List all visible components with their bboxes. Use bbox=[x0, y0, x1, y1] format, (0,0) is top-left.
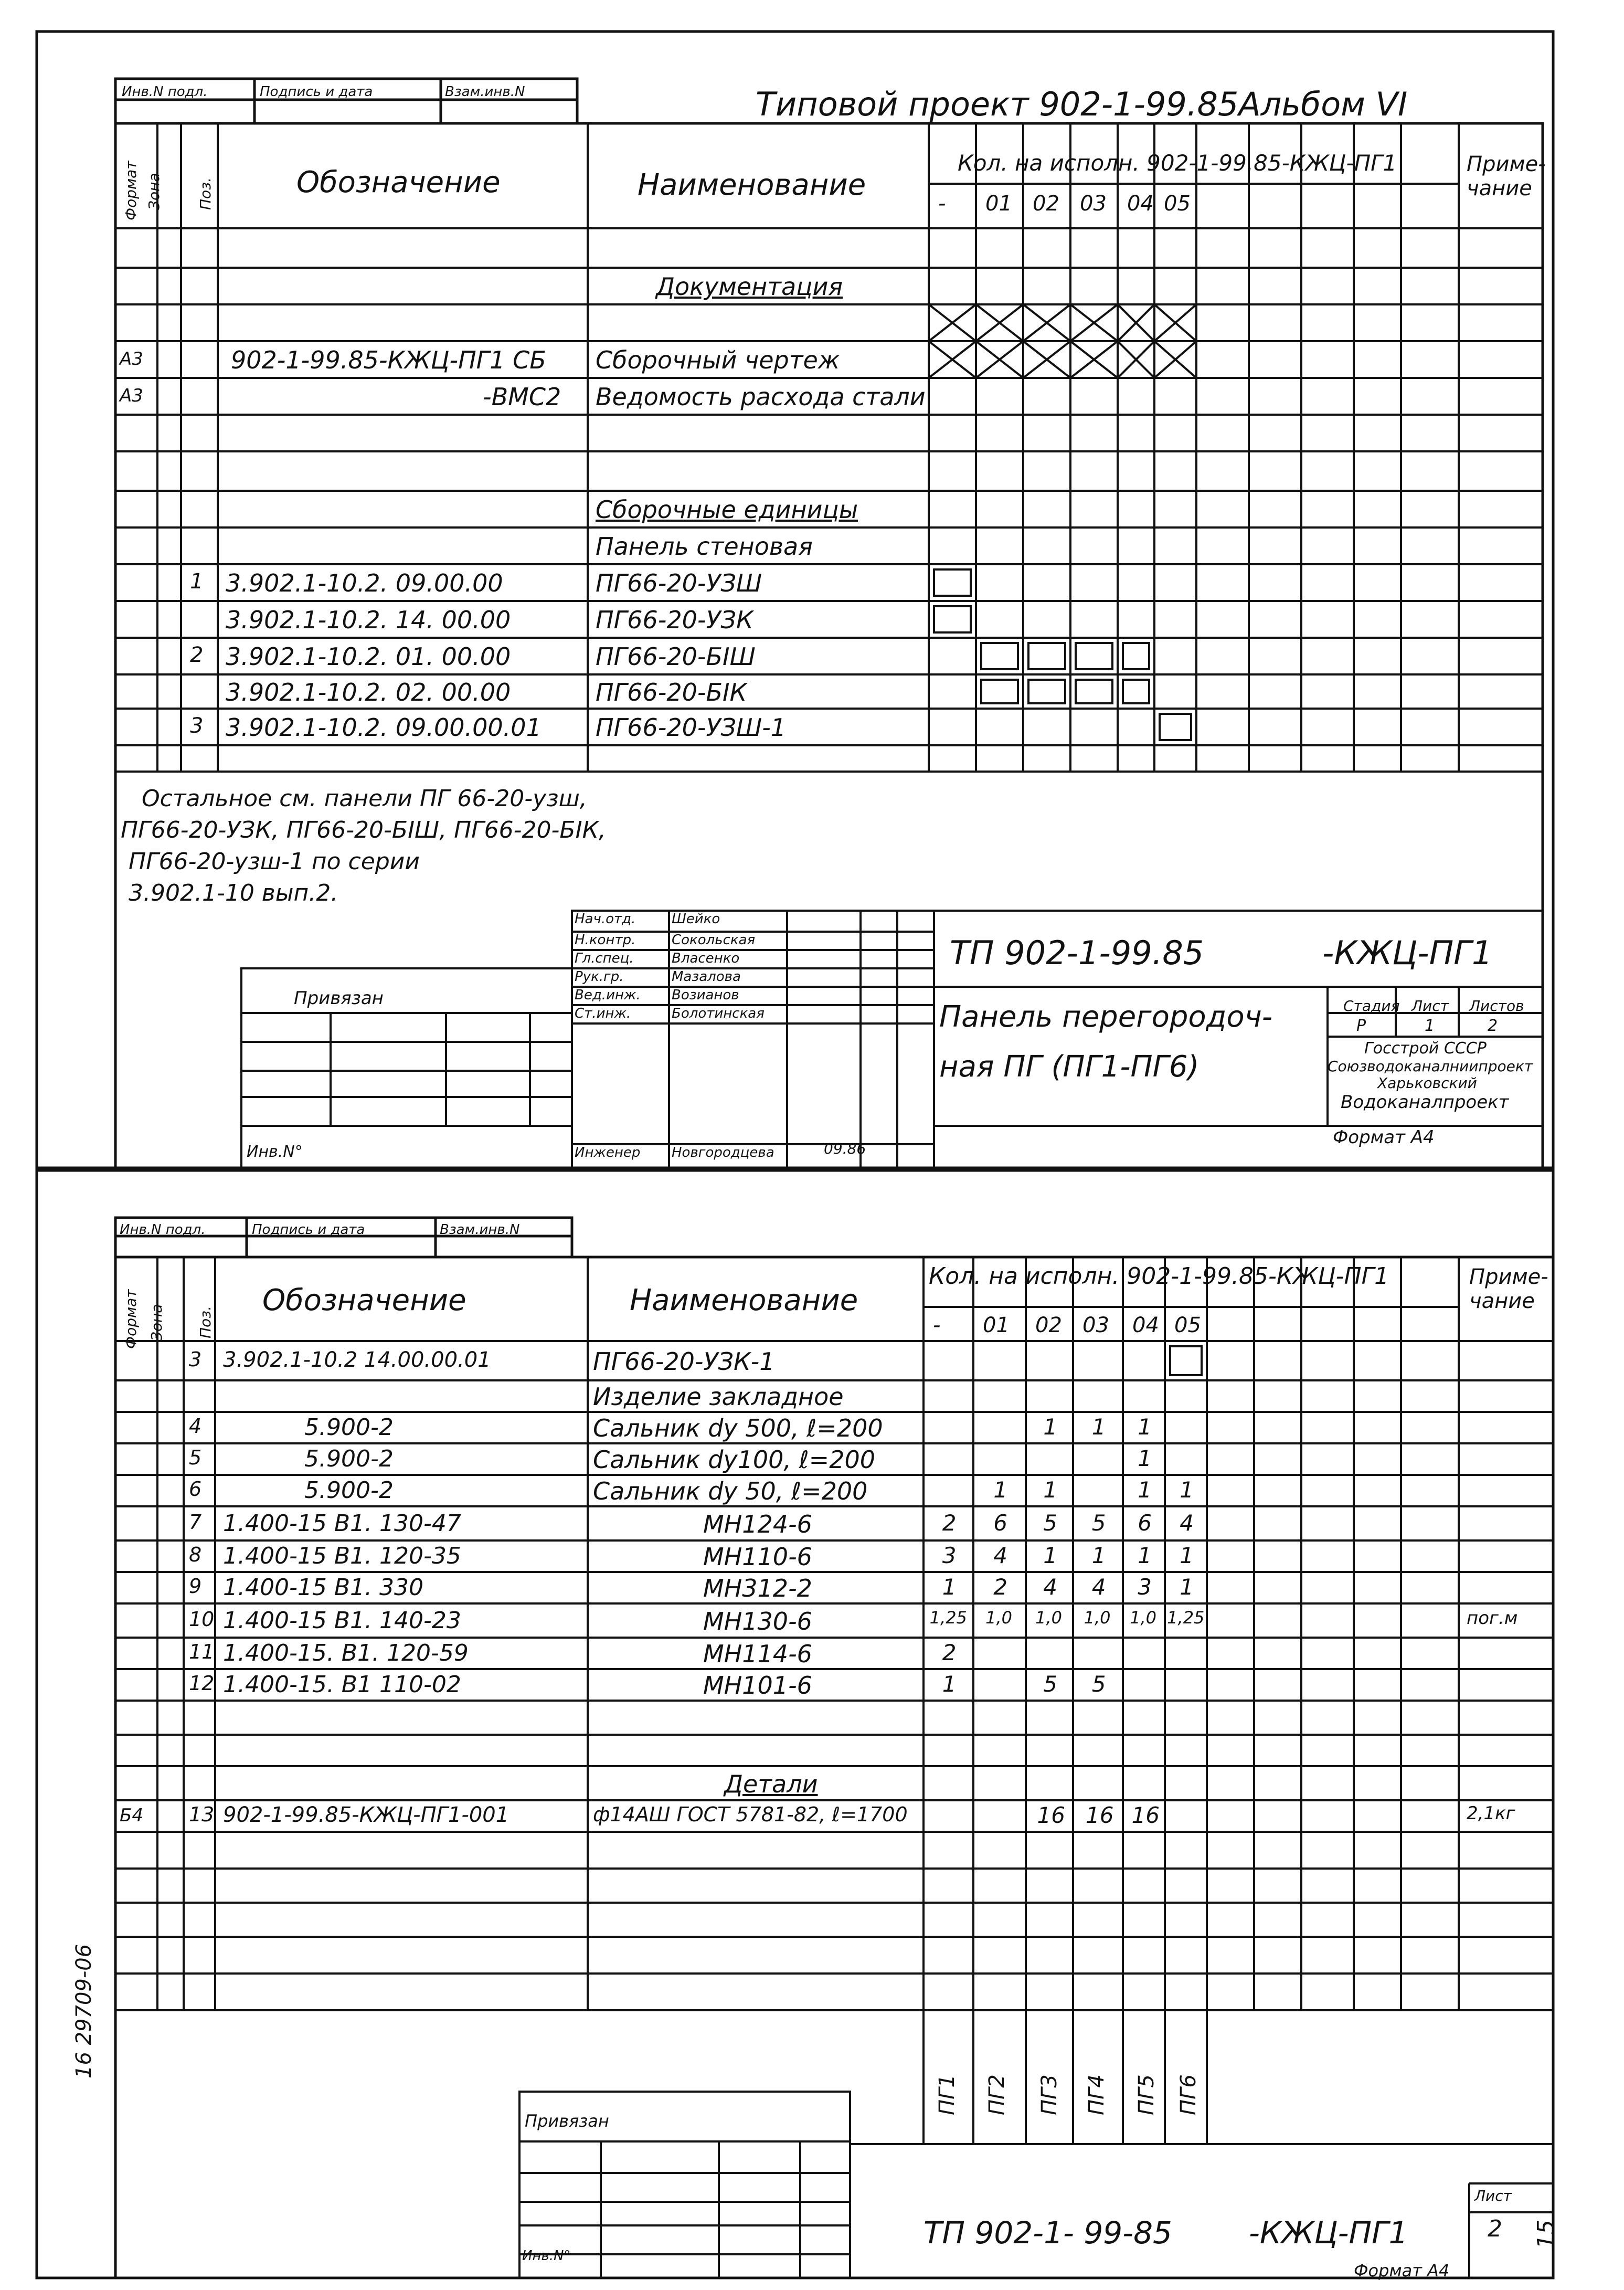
sheet2-header-pos: Поз. bbox=[197, 1306, 214, 1338]
footnote-line-3: ПГ66-20-узш-1 по серии bbox=[129, 848, 420, 875]
sheet2-row-pos: 11 bbox=[189, 1640, 215, 1663]
row-pos: 3 bbox=[190, 714, 204, 738]
empty-square-mark bbox=[934, 606, 971, 632]
signature-name: Сокольская bbox=[672, 932, 756, 948]
sheet1-inv-no: Инв.N° bbox=[247, 1143, 303, 1161]
sheet2-sheet-value: 2 bbox=[1488, 2215, 1502, 2242]
signature-role: Гл.спец. bbox=[575, 951, 634, 966]
sheet2-row-designation: 5.900-2 bbox=[304, 1445, 394, 1472]
quantity-cell: 5 bbox=[1043, 1671, 1057, 1697]
sheet2-row-format: Б4 bbox=[120, 1805, 143, 1826]
variant-label-rotated: ПГ1 bbox=[935, 2074, 959, 2115]
sheet2-row-pos: 3 bbox=[189, 1347, 202, 1371]
row-designation: 3.902.1-10.2. 02. 00.00 bbox=[226, 678, 511, 706]
quantity-cell: 1,25 bbox=[929, 1607, 967, 1628]
sheet2-row-pos: 5 bbox=[189, 1446, 202, 1469]
sheet2-row-designation: 1.400-15 В1. 140-23 bbox=[223, 1607, 461, 1634]
sheet2-header-zona: Зона bbox=[148, 1304, 165, 1341]
sheet2-header-designation: Обозначение bbox=[262, 1283, 466, 1317]
sheet2-row-pos: 8 bbox=[189, 1543, 202, 1566]
sheet2-row-pos: 6 bbox=[189, 1478, 202, 1501]
org-line-1: Госстрой СССР bbox=[1364, 1039, 1487, 1058]
footnote-line-1: Остальное см. панели ПГ 66-20-узш, bbox=[142, 785, 587, 812]
sheet2-row-designation: 5.900-2 bbox=[304, 1477, 394, 1504]
header-name: Наименование bbox=[638, 168, 866, 202]
section-heading: Документация bbox=[656, 272, 843, 301]
quantity-cell: 1 bbox=[1138, 1477, 1152, 1503]
signature-name: Возианов bbox=[672, 987, 739, 1003]
variant-header: - bbox=[938, 192, 946, 216]
footnote-line-4: 3.902.1-10 вып.2. bbox=[129, 880, 338, 906]
sheet2-row-pos: 7 bbox=[189, 1510, 202, 1534]
variant-header: 04 bbox=[1127, 192, 1154, 216]
quantity-cell: 1 bbox=[1180, 1574, 1194, 1600]
sheets-header: Листов bbox=[1469, 997, 1524, 1015]
sheet2-row-name: Сальник dy 500, ℓ=200 bbox=[593, 1414, 883, 1442]
sheet2-row-name: Сальник dy100, ℓ=200 bbox=[593, 1445, 876, 1474]
empty-square-mark bbox=[1123, 643, 1149, 669]
row-name: ПГ66-20-БIШ bbox=[596, 642, 756, 671]
sheet1-doc-suffix: -КЖЦ-ПГ1 bbox=[1322, 934, 1493, 972]
sheets-value: 2 bbox=[1488, 1017, 1498, 1035]
sheet2-stamp-sign: Подпись и дата bbox=[252, 1222, 365, 1238]
empty-square-mark bbox=[981, 680, 1018, 703]
sheet2-stamp-inv: Инв.N подл. bbox=[120, 1222, 206, 1238]
sheet2-outer-frame bbox=[37, 1170, 1553, 2281]
sheet2-row-name: МН130-6 bbox=[703, 1607, 812, 1635]
sheet2-stamp-vzam: Взам.инв.N bbox=[440, 1222, 520, 1238]
sheet2-variant-header: 01 bbox=[983, 1313, 1010, 1337]
sheet2-row-name: МН124-6 bbox=[703, 1510, 812, 1538]
variant-header: 02 bbox=[1033, 192, 1059, 216]
signature-name: Болотинская bbox=[672, 1006, 765, 1021]
quantity-cell: 1 bbox=[1180, 1543, 1194, 1568]
org-line-3: Харьковский bbox=[1377, 1074, 1477, 1092]
row-name: ПГ66-20-УЗК bbox=[596, 606, 753, 634]
sheet2-row-designation: 1.400-15 В1. 330 bbox=[223, 1574, 423, 1601]
sheet2-row-name: Сальник dy 50, ℓ=200 bbox=[593, 1477, 868, 1505]
sheet2-row-pos: 9 bbox=[189, 1575, 202, 1598]
quantity-cell: 1,0 bbox=[1084, 1607, 1111, 1628]
empty-square-mark bbox=[1028, 643, 1065, 669]
sheet1-stamp-vzam: Взам.инв.N bbox=[445, 84, 525, 100]
row-pos: 2 bbox=[190, 643, 204, 667]
quantity-cell: 1 bbox=[1138, 1445, 1152, 1471]
row-name: Ведомость расхода стали bbox=[596, 383, 926, 411]
quantity-cell: 5 bbox=[1091, 1510, 1106, 1536]
signature-role: Нач.отд. bbox=[575, 911, 636, 927]
sheet2-row-pos: 4 bbox=[189, 1415, 202, 1438]
quantity-cell: 5 bbox=[1091, 1671, 1106, 1697]
row-designation: 3.902.1-10.2. 09.00.00.01 bbox=[226, 713, 542, 742]
sheet2-row-pos: 13 bbox=[189, 1803, 215, 1826]
sheet2-format-label: Формат А4 bbox=[1354, 2261, 1450, 2281]
row-format: А3 bbox=[120, 385, 143, 406]
org-line-2: Союзводоканалниипроект bbox=[1328, 1058, 1533, 1075]
quantity-cell: 16 bbox=[1037, 1802, 1065, 1828]
empty-square-mark bbox=[1028, 680, 1065, 703]
quantity-cell: 1 bbox=[1180, 1477, 1194, 1503]
sheet2-variant-header: - bbox=[933, 1313, 941, 1337]
row-designation: 3.902.1-10.2. 09.00.00 bbox=[226, 569, 503, 597]
sheet2-inv-no: Инв.N° bbox=[522, 2248, 571, 2264]
quantity-cell: 1 bbox=[993, 1477, 1007, 1503]
sheet2-row-designation: 1.400-15. В1 110-02 bbox=[223, 1671, 461, 1698]
variant-label-rotated: ПГ6 bbox=[1176, 2074, 1201, 2115]
empty-square-mark bbox=[1170, 1346, 1202, 1375]
quantity-cell: 2 bbox=[993, 1574, 1007, 1600]
sheet2-header-name: Наименование bbox=[630, 1283, 858, 1317]
header-format: Формат bbox=[122, 161, 140, 220]
row-name: Панель стеновая bbox=[596, 532, 813, 561]
row-name: Сборочный чертеж bbox=[596, 346, 840, 374]
header-note: Приме-чание bbox=[1467, 152, 1546, 200]
sheet2-row-designation: 3.902.1-10.2 14.00.00.01 bbox=[223, 1347, 491, 1372]
quantity-cell: 6 bbox=[1138, 1510, 1152, 1536]
sheet2-row-pos: 12 bbox=[189, 1672, 215, 1695]
row-name: ПГ66-20-БIК bbox=[596, 678, 747, 706]
signature-role: Н.контр. bbox=[575, 932, 636, 948]
empty-square-mark bbox=[1123, 680, 1149, 703]
sheet2-row-note: пог.м bbox=[1467, 1607, 1518, 1629]
stage-value: Р bbox=[1356, 1017, 1366, 1035]
quantity-cell: 6 bbox=[993, 1510, 1007, 1536]
quantity-cell: 16 bbox=[1085, 1802, 1114, 1828]
stage-header: Стадия bbox=[1343, 997, 1400, 1015]
row-designation: -ВМС2 bbox=[483, 383, 561, 411]
row-designation: 902-1-99.85-КЖЦ-ПГ1 СБ bbox=[231, 346, 546, 374]
quantity-cell: 16 bbox=[1131, 1802, 1160, 1828]
variant-label-rotated: ПГ3 bbox=[1037, 2074, 1062, 2115]
sheet2-variant-header: 02 bbox=[1035, 1313, 1062, 1337]
quantity-cell: 4 bbox=[1180, 1510, 1194, 1536]
sheet2-header-qty: Кол. на исполн. 902-1-99.85-КЖЦ-ПГ1 bbox=[929, 1263, 1389, 1290]
sheet2-doc-suffix: -КЖЦ-ПГ1 bbox=[1249, 2215, 1408, 2251]
sheet2-section-heading: Детали bbox=[724, 1769, 818, 1798]
sheet1-doc-code: ТП 902-1-99.85 bbox=[950, 934, 1204, 972]
quantity-cell: 4 bbox=[993, 1543, 1007, 1568]
quantity-cell: 1 bbox=[1043, 1414, 1057, 1440]
side-code: 16 29709-06 bbox=[72, 1944, 96, 2078]
variant-label-rotated: ПГ2 bbox=[985, 2074, 1009, 2115]
row-designation: 3.902.1-10.2. 14. 00.00 bbox=[226, 606, 511, 634]
header-zona: Зона bbox=[145, 173, 163, 210]
empty-square-mark bbox=[1160, 714, 1191, 740]
signature-role: Рук.гр. bbox=[575, 969, 624, 985]
doc-title-line-2: ная ПГ (ПГ1-ПГ6) bbox=[939, 1050, 1200, 1084]
quantity-cell: 1,25 bbox=[1167, 1607, 1205, 1628]
sheet2-row-name: Изделие закладное bbox=[593, 1383, 844, 1411]
project-title: Типовой проект 902-1-99.85Альбом VI bbox=[756, 85, 1408, 123]
empty-square-mark bbox=[1076, 643, 1112, 669]
sheet-value: 1 bbox=[1425, 1017, 1435, 1035]
quantity-cell: 3 bbox=[942, 1543, 957, 1568]
variant-header: 01 bbox=[985, 192, 1012, 216]
signature-name: Мазалова bbox=[672, 969, 741, 985]
sheet2-row-name: ф14АШ ГОСТ 5781-82, ℓ=1700 bbox=[593, 1803, 908, 1826]
doc-title-line-1: Панель перегородоч- bbox=[939, 1000, 1272, 1034]
sheet2-row-designation: 5.900-2 bbox=[304, 1414, 394, 1441]
sheet1-privyazan: Привязан bbox=[294, 988, 384, 1009]
row-name: ПГ66-20-УЗШ-1 bbox=[596, 713, 787, 742]
sheet2-row-name: ПГ66-20-УЗК-1 bbox=[593, 1347, 775, 1376]
empty-square-mark bbox=[934, 569, 971, 596]
quantity-cell: 1 bbox=[1091, 1543, 1106, 1568]
quantity-cell: 1 bbox=[942, 1671, 957, 1697]
quantity-cell: 1 bbox=[1138, 1414, 1152, 1440]
footnote-line-2: ПГ66-20-УЗК, ПГ66-20-БIШ, ПГ66-20-БIК, bbox=[121, 817, 606, 843]
sheet2-row-name: МН110-6 bbox=[703, 1543, 812, 1571]
sheet2-variant-header: 05 bbox=[1174, 1313, 1201, 1337]
signature-name: Новгородцева bbox=[672, 1145, 774, 1160]
quantity-cell: 1,0 bbox=[1130, 1607, 1156, 1628]
sheet1-stamp-inv: Инв.N подл. bbox=[122, 84, 208, 100]
sheet2-row-pos: 10 bbox=[189, 1607, 215, 1631]
quantity-cell: 2 bbox=[942, 1640, 957, 1665]
signature-role: Инженер bbox=[575, 1145, 641, 1160]
sheet2-variant-header: 03 bbox=[1082, 1313, 1109, 1337]
quantity-cell: 1 bbox=[1043, 1477, 1057, 1503]
quantity-cell: 1,0 bbox=[1035, 1607, 1062, 1628]
sheet2-header-format: Формат bbox=[122, 1289, 140, 1349]
sheet2-row-name: МН114-6 bbox=[703, 1640, 812, 1668]
sheet2-row-designation: 1.400-15 В1. 130-47 bbox=[223, 1510, 461, 1537]
sheet2-privyazan: Привязан bbox=[525, 2111, 609, 2131]
cross-mark-row-2 bbox=[929, 341, 1196, 378]
sheet2-sheet-header: Лист bbox=[1474, 2187, 1512, 2204]
row-pos: 1 bbox=[190, 569, 204, 594]
sheet1-privyazan-box bbox=[241, 968, 572, 1168]
quantity-cell: 1 bbox=[1043, 1543, 1057, 1568]
empty-square-mark bbox=[1076, 680, 1112, 703]
sheet2-header-note: Приме-чание bbox=[1469, 1265, 1548, 1313]
row-format: А3 bbox=[120, 349, 143, 370]
header-designation: Обозначение bbox=[296, 165, 501, 199]
sheet1-stamp-sign: Подпись и дата bbox=[260, 84, 373, 100]
org-line-4: Водоканалпроект bbox=[1341, 1092, 1509, 1113]
quantity-cell: 1 bbox=[942, 1574, 957, 1600]
quantity-cell: 4 bbox=[1043, 1574, 1057, 1600]
sheet2-doc-code: ТП 902-1- 99-85 bbox=[924, 2215, 1172, 2251]
header-pos: Поз. bbox=[197, 177, 214, 210]
row-designation: 3.902.1-10.2. 01. 00.00 bbox=[226, 642, 511, 671]
sheet1-sign-date: 09.86 bbox=[824, 1140, 866, 1157]
signature-role: Вед.инж. bbox=[575, 987, 641, 1003]
variant-header: 05 bbox=[1164, 192, 1191, 216]
sheet2-row-name: МН312-2 bbox=[703, 1574, 812, 1602]
quantity-cell: 5 bbox=[1043, 1510, 1057, 1536]
section-heading: Сборочные единицы bbox=[596, 495, 858, 524]
quantity-cell: 1 bbox=[1138, 1543, 1152, 1568]
sheet2-row-designation: 902-1-99.85-КЖЦ-ПГ1-001 bbox=[223, 1803, 510, 1827]
sheet2-row-name: МН101-6 bbox=[703, 1671, 812, 1700]
quantity-cell: 3 bbox=[1138, 1574, 1152, 1600]
variant-label-rotated: ПГ5 bbox=[1134, 2074, 1159, 2115]
signature-name: Шейко bbox=[672, 911, 720, 927]
row-name: ПГ66-20-УЗШ bbox=[596, 569, 762, 597]
quantity-cell: 1,0 bbox=[985, 1607, 1012, 1628]
variant-label-rotated: ПГ4 bbox=[1085, 2074, 1109, 2115]
sheet-header: Лист bbox=[1411, 997, 1449, 1015]
quantity-cell: 2 bbox=[942, 1510, 957, 1536]
variant-header: 03 bbox=[1080, 192, 1107, 216]
sheet2-row-designation: 1.400-15. В1. 120-59 bbox=[223, 1640, 469, 1666]
quantity-cell: 4 bbox=[1091, 1574, 1106, 1600]
corner-number: 15 bbox=[1533, 2220, 1559, 2249]
header-qty: Кол. на исполн. 902-1-99.85-КЖЦ-ПГ1 bbox=[958, 150, 1397, 176]
sheet1-format-label: Формат А4 bbox=[1333, 1127, 1435, 1148]
sheet2-row-designation: 1.400-15 В1. 120-35 bbox=[223, 1543, 461, 1569]
quantity-cell: 1 bbox=[1091, 1414, 1106, 1440]
sheet2-variant-header: 04 bbox=[1132, 1313, 1159, 1337]
empty-square-mark bbox=[981, 643, 1018, 669]
sheet2-row-note: 2,1кг bbox=[1467, 1803, 1515, 1824]
cross-mark-row-1 bbox=[929, 304, 1196, 341]
signature-role: Ст.инж. bbox=[575, 1006, 631, 1021]
signature-name: Власенко bbox=[672, 951, 740, 966]
